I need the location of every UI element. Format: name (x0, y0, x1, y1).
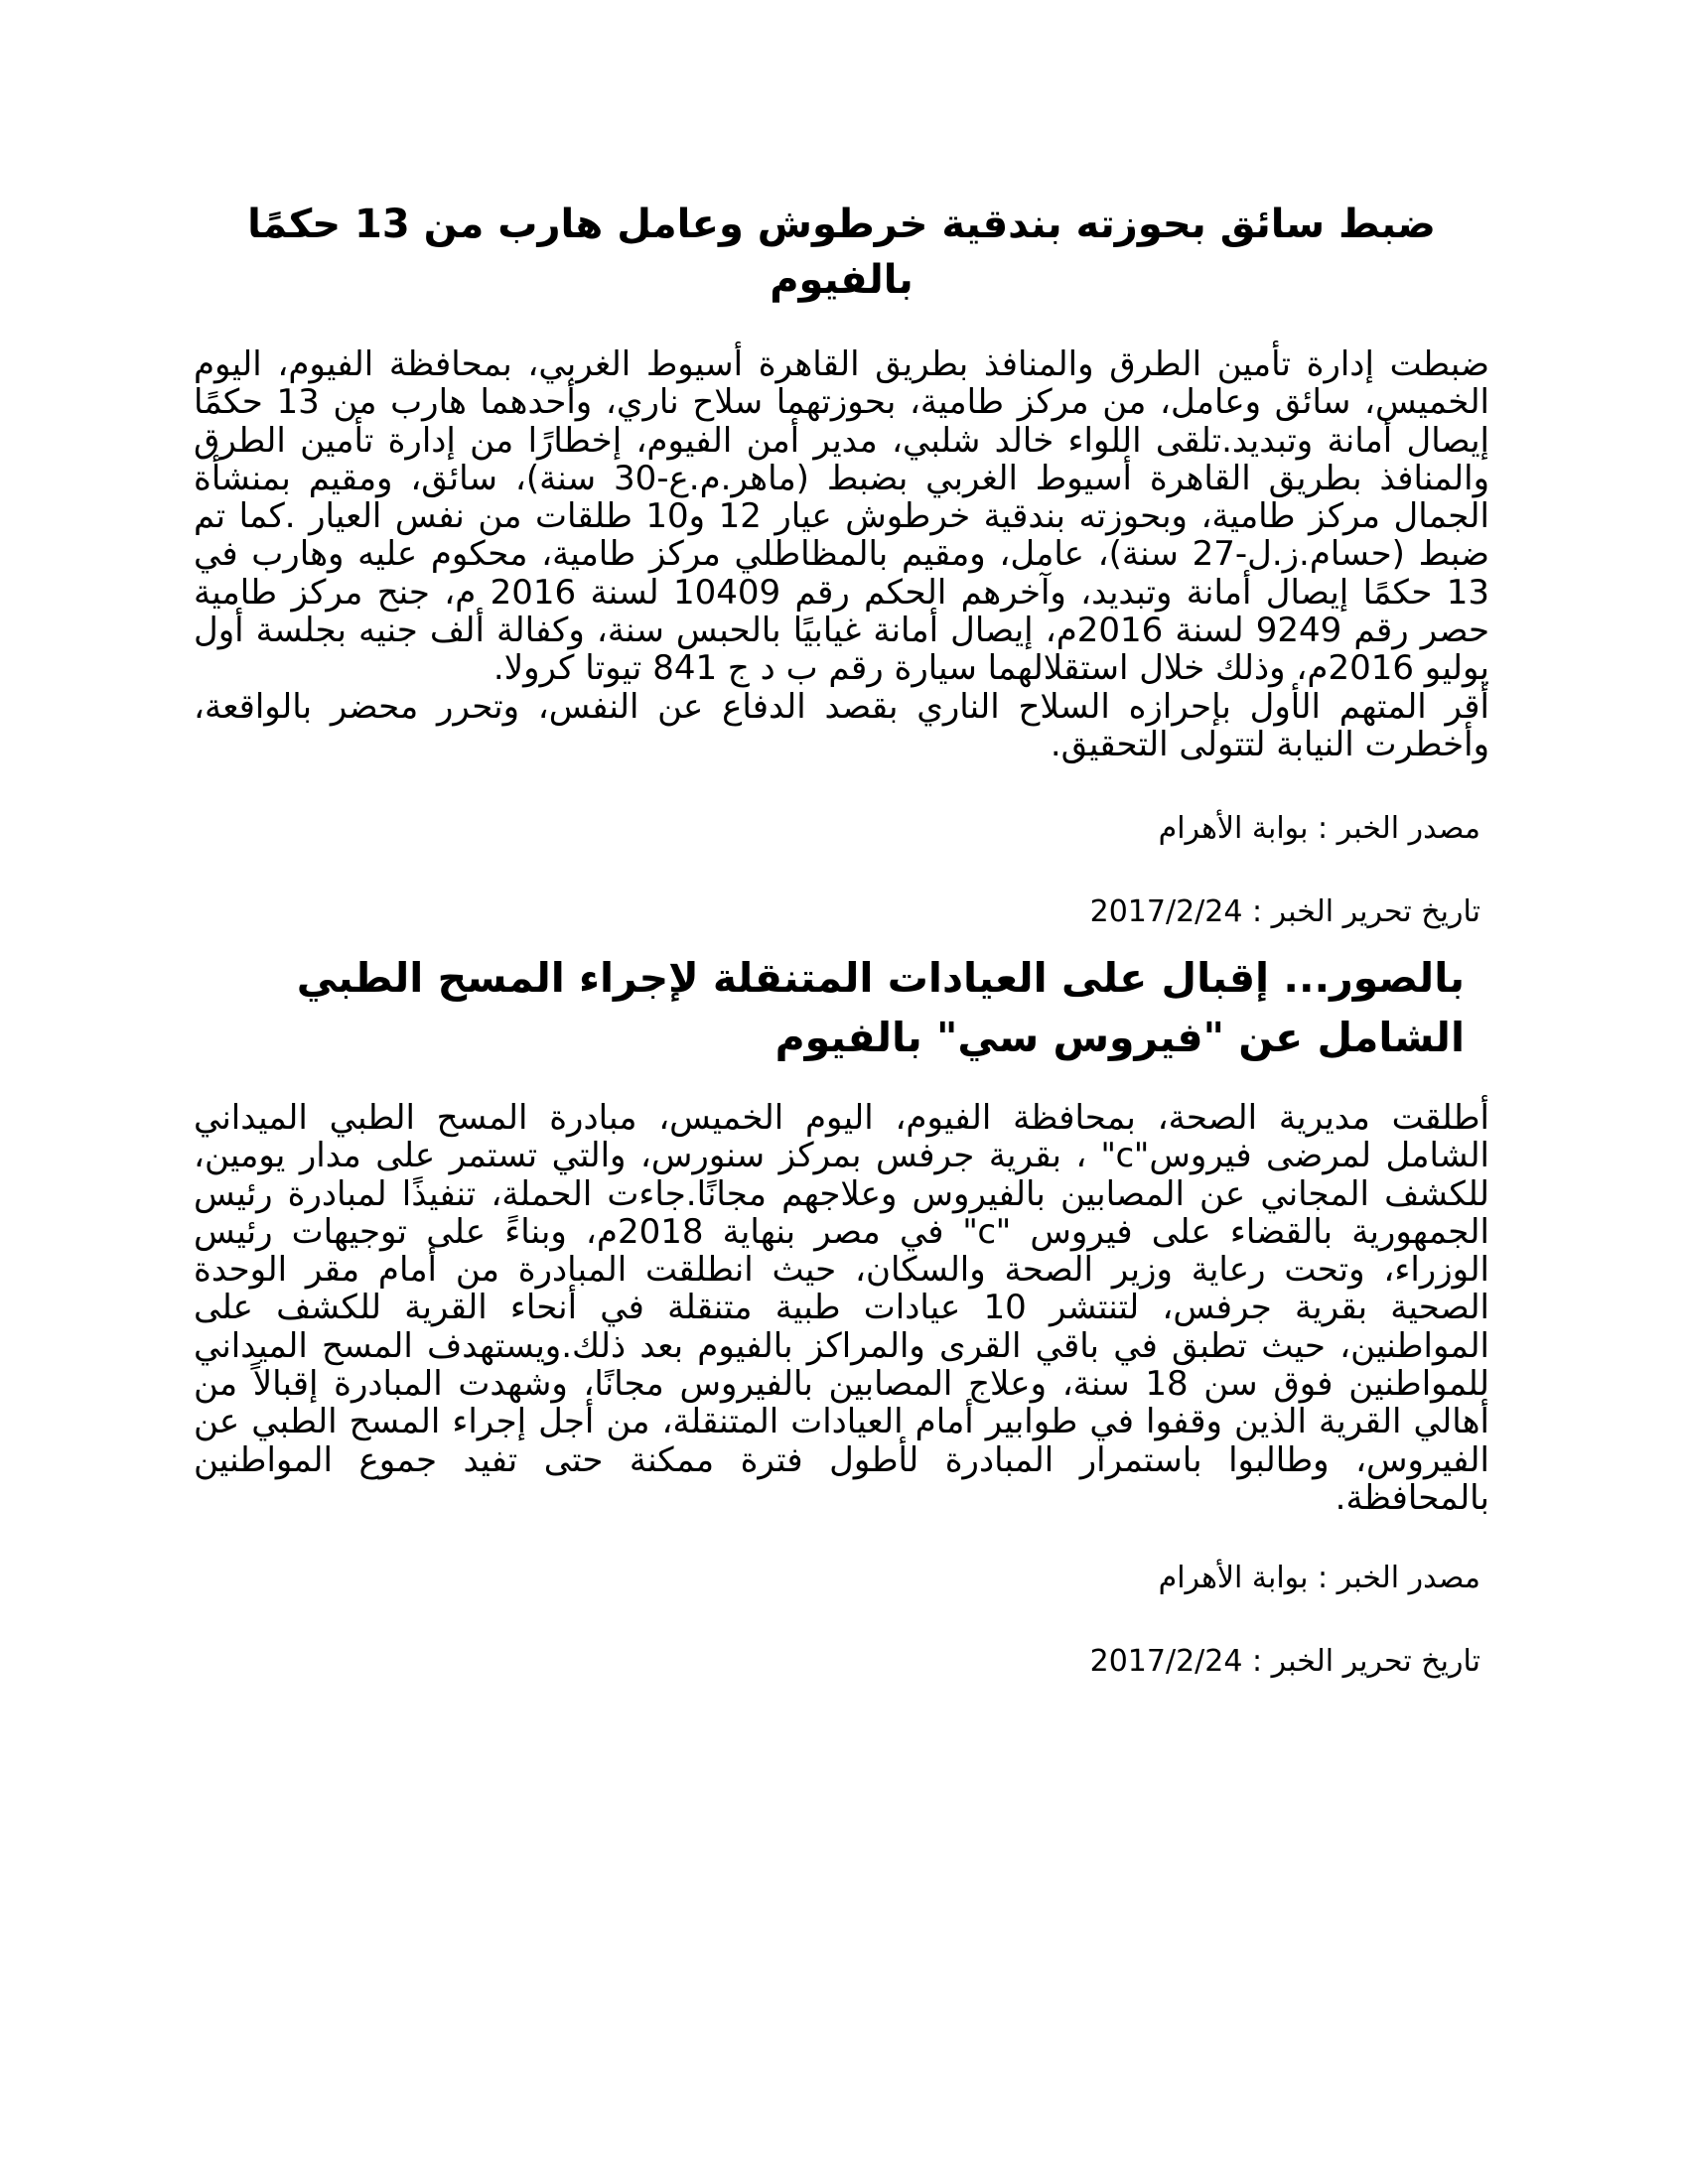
news-article-1 (194, 197, 1489, 932)
article-source-line: مصدر الخبر : بوابة الأهرام (1158, 811, 1480, 847)
article-headline: ضبط سائق بحوزته بندقية خرطوش وعامل هارب من 13 حكمًا بالفيوم (247, 202, 1436, 303)
article-body: ضبطت إدارة تأمين الطرق والمنافذ بطريق القاهرة أسيوط الغربي، بمحافظة الفيوم، اليوم الخميس، سائق وعامل، من مركز طامية، بحوزتهما سلاح ناري، وأحدهما هارب من 13 حكمًا إيصال أمانة وتبديد.تلقى اللواء خالد شلبي، مدير أمن الفيوم، إخطارًا من إدارة تأمين الطرق والمنافذ بطريق القاهرة أسيوط الغربي بضبط (ماهر.م.ع-30 سنة)، سائق، ومقيم بمنشأة الجمال مركز طامية، وبحوزته بندقية خرطوش عيار 12 و10 طلقات من نفس العيار .كما تم ضبط (حسام.ز.ل-27 سنة)، عامل، ومقيم بالمظاطلي مركز طامية، محكوم عليه وهارب في 13 حكمًا إيصال أمانة وتبديد، وآخرهم الحكم رقم 10409 لسنة 2016 م، جنح مركز طامية حصر رقم 9249 لسنة 2016م، إيصال أمانة غيابيًا بالحبس سنة، وكفالة ألف جنيه بجلسة أول يوليو 2016م، وذلك خلال استقلالهما سيارة رقم ب د ج 841 تيوتا كرولا. أقر المتهم الأول بإحرازه السلاح الناري بقصد الدفاع عن النفس، وتحرر محضر بالواقعة، وأخطرت النيابة لتتولى التحقيق. (194, 344, 1490, 764)
article-date-line: تاريخ تحرير الخبر : 2017/2/24 (1089, 894, 1480, 930)
article-body: أطلقت مديرية الصحة، بمحافظة الفيوم، اليوم الخميس، مبادرة المسح الطبي الميداني الشامل لمرضى فيروس"c" ، بقرية جرفس بمركز سنورس، والتي تستمر على مدار يومين، للكشف المجاني عن المصابين بالفيروس وعلاجهم مجانًا.جاءت الحملة، تنفيذًا لمبادرة رئيس الجمهورية بالقضاء على فيروس "c" في مصر بنهاية 2018م، وبناءً على توجيهات رئيس الوزراء، وتحت رعاية وزير الصحة والسكان، حيث انطلقت المبادرة من أمام مقر الوحدة الصحية بقرية جرفس، لتنتشر 10 عيادات طبية متنقلة في أنحاء القرية للكشف على المواطنين، حيث تطبق في باقي القرى والمراكز بالفيوم بعد ذلك.ويستهدف المسح الميداني للمواطنين فوق سن 18 سنة، وعلاج المصابين بالفيروس مجانًا، وشهدت المبادرة إقبالاً من أهالي القرية الذين وقفوا في طوابير أمام العيادات المتنقلة، من أجل إجراء المسح الطبي عن الفيروس، وطالبوا باستمرار المبادرة لأطول فترة ممكنة حتى تفيد جموع المواطنين بالمحافظة. (194, 1098, 1489, 1518)
article-date-line: تاريخ تحرير الخبر : 2017/2/24 (1089, 1644, 1480, 1680)
article-headline: بالصور... إقبال على العيادات المتنقلة لإجراء المسح الطبي الشامل عن "فيروس سي" بالفيوم (296, 954, 1465, 1061)
article-source-line: مصدر الخبر : بوابة الأهرام (1158, 1561, 1480, 1596)
news-article-2 (194, 948, 1489, 1682)
